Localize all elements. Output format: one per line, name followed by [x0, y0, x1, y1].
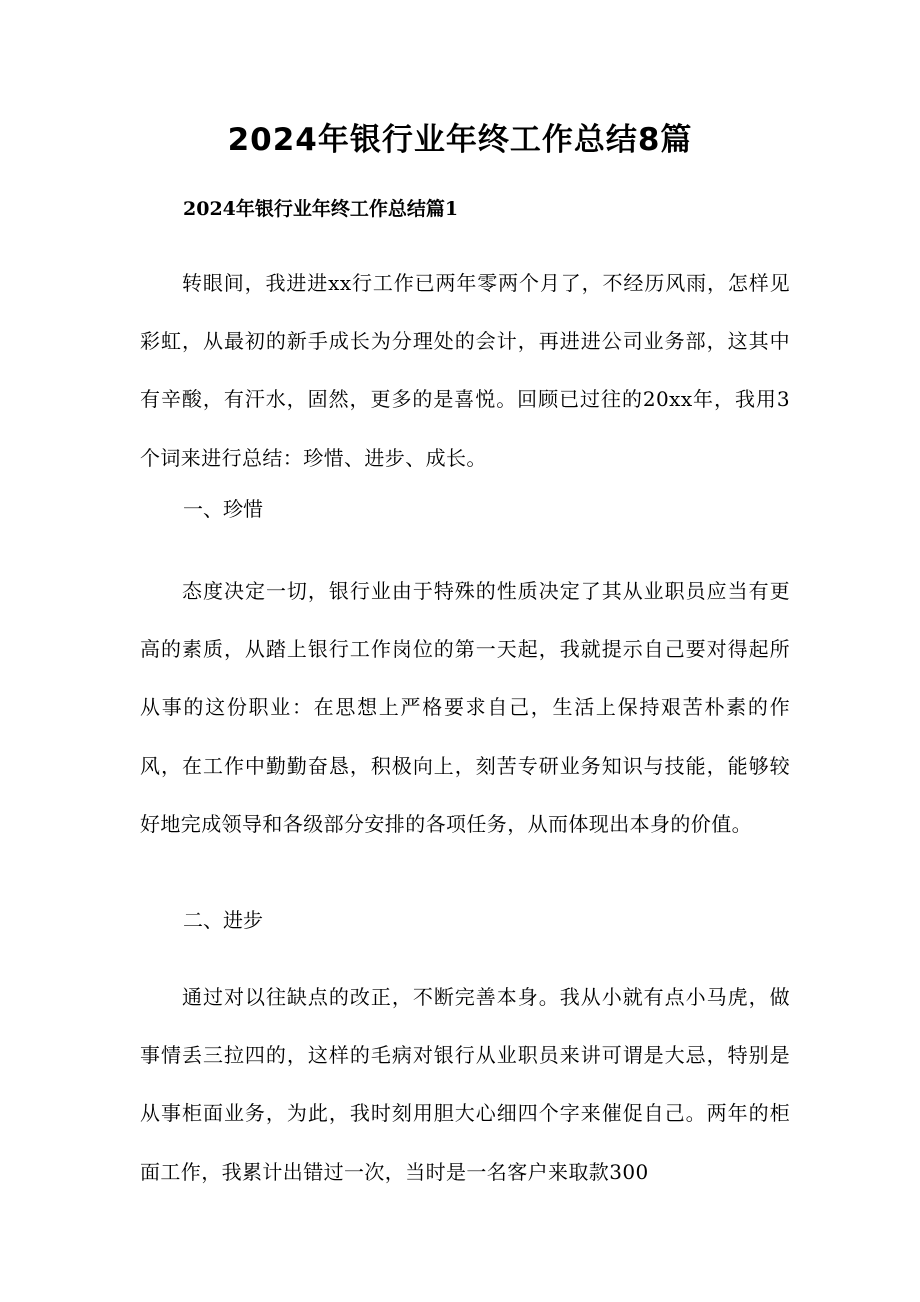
section1-paragraph: 态度决定一切，银行业由于特殊的性质决定了其从业职员应当有更高的素质，从踏上银行工作岗位的第一天起，我就提示自己要对得起所从事的这份职业：在思想上严格要求自己，生活上保持艰苦朴素的作风，在工作中勤勤奋恳，积极向上，刻苦专研业务知识与技能，能够较好地完成领导和各级部分安排的各项任务，从而体现出本身的价值。: [140, 579, 790, 836]
section-heading-progress: 二、进步: [183, 908, 263, 932]
section2-paragraph: 通过对以往缺点的改正，不断完善本身。我从小就有点小马虎，做事情丢三拉四的，这样的毛病对银行从业职员来讲可谓是大忌，特别是从事柜面业务，为此，我时刻用胆大心细四个字来催促自己。两年的柜面工作，我累计出错过一次，当时是一名客户来取款300: [140, 985, 790, 1184]
section-subtitle: 2024年银行业年终工作总结篇1: [183, 198, 459, 220]
intro-paragraph: 转眼间，我进进xx行工作已两年零两个月了，不经历风雨，怎样见彩虹，从最初的新手成长为分理处的会计，再进进公司业务部，这其中有辛酸，有汗水，固然，更多的是喜悦。回顾已过往的20xx年，我用3个词来进行总结：珍惜、进步、成长。: [140, 271, 790, 470]
document-title: 2024年银行业年终工作总结8篇: [227, 122, 693, 158]
section-heading-cherish: 一、珍惜: [183, 497, 263, 521]
